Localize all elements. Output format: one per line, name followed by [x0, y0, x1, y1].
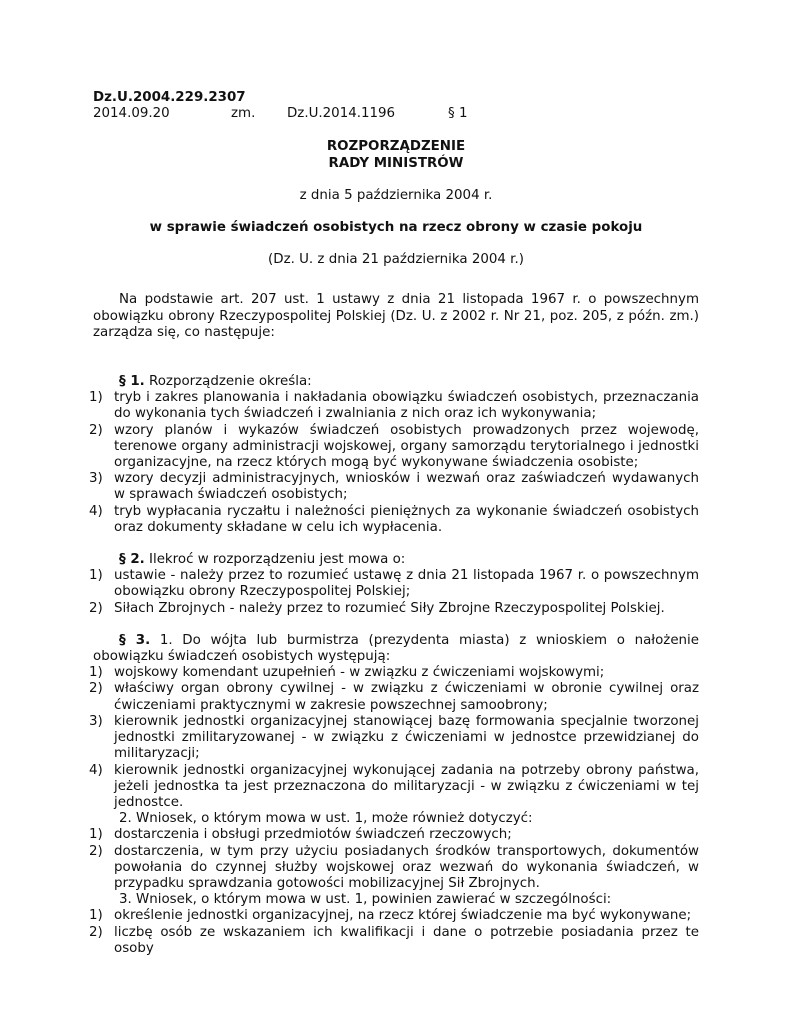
amendment-row [93, 106, 699, 122]
section-2-mark: § 2. [119, 552, 145, 568]
list-item-text: wzory decyzji administracyjnych, wniosków i wezwań oraz zaświadczeń wydawanych w sprawach świadczeń osobistych; [114, 471, 699, 503]
list-item: 2) liczbę osób ze wskazaniem ich kwalifikacji i dane o potrzebie posiadania przez te osoby [89, 924, 699, 956]
publication-note: (Dz. U. z dnia 21 października 2004 r.) [268, 252, 524, 268]
section-3-mark: § 3. [119, 632, 151, 648]
section-3-para-3: 3. Wniosek, o którym mowa w ust. 1, powinien zawierać w szczególności: [119, 892, 612, 908]
act-date: z dnia 5 października 2004 r. [299, 187, 493, 203]
list-item-text: tryb wypłacania ryczałtu i należności pieniężnych za wykonanie świadczeń osobistych oraz dokumenty składane w celu ich wypłacenia. [114, 503, 699, 535]
act-subject: w sprawie świadczeń osobistych na rzecz obrony w czasie pokoju [149, 220, 643, 236]
preamble: Na podstawie art. 207 ust. 1 ustawy z dnia 21 listopada 1967 r. o powszechnym obowiązku obrony Rzeczypospolitej Polskiej (Dz. U. z 2002 r. Nr 21, poz. 205, z późn. zm.) zarządza się, co następuje: [93, 292, 699, 340]
amendment-date: 2014.09.20 [93, 106, 170, 122]
title-line-1: ROZPORZĄDZENIE [326, 139, 466, 155]
list-item: 1) określenie jednostki organizacyjnej, na rzecz której świadczenie ma być wykonywane; [93, 908, 699, 924]
section-1-mark: § 1. [119, 374, 145, 390]
section-3-lead-text: 1. Do wójta lub burmistrza (prezydenta miasta) z wnioskiem o nałożenie obowiązku świadczeń osobistych występują: [93, 632, 700, 665]
list-item-text: określenie jednostki organizacyjnej, na rzecz której świadczenie ma być wykonywane; [114, 908, 692, 924]
section-1-list [89, 390, 699, 536]
list-item: 4) kierownik jednostki organizacyjnej wykonującej zadania na potrzeby obrony państwa, jeżeli jednostka ta jest przeznaczona do militaryzacji - w związku z ćwiczeniami w tej jednostce. [89, 762, 699, 810]
amendment-section: § 1 [448, 106, 468, 122]
list-item: 1) ustawie - należy przez to rozumieć ustawę z dnia 21 listopada 1967 r. o powszechnym obowiązku obrony Rzeczypospolitej Polskiej; [89, 568, 699, 600]
list-item: 2) wzory planów i wykazów świadczeń osobistych prowadzonych przez wojewodę, terenowe organy administracji wojskowej, organy samorządu terytorialnego i jednostki organizacyjne, na rzecz których mogą być wykonywane świadczenia osobiste; [89, 422, 699, 471]
section-1-lead [93, 374, 699, 390]
list-item-text: wojskowy komendant uzupełnień - w związku z ćwiczeniami wojskowymi; [114, 665, 605, 681]
section-1-lead-text: Rozporządzenie określa: [144, 374, 312, 390]
title-line-2: RADY MINISTRÓW [328, 155, 464, 171]
document-page [89, 90, 700, 957]
list-item: 3) wzory decyzji administracyjnych, wniosków i wezwań oraz zaświadczeń wydawanych w sprawach świadczeń osobistych; [89, 471, 699, 503]
list-item-text: Siłach Zbrojnych - należy przez to rozumieć Siły Zbrojne Rzeczypospolitej Polskiej. [114, 600, 665, 616]
list-item-text: dostarczenia i obsługi przedmiotów świadczeń rzeczowych; [114, 827, 512, 843]
section-3-para-2: 2. Wniosek, o którym mowa w ust. 1, może również dotyczyć: [119, 811, 533, 827]
document-id: Dz.U.2004.229.2307 [93, 90, 246, 105]
section-2-lead-text: Ilekroć w rozporządzeniu jest mowa o: [144, 552, 406, 568]
amendment-ref: Dz.U.2014.1196 [287, 106, 396, 122]
list-item: 2) właściwy organ obrony cywilnej - w związku z ćwiczeniami w obronie cywilnej oraz ćwiczeniami praktycznymi w zakresie powszechnej samoobrony; [89, 681, 699, 713]
amendment-zm: zm. [231, 106, 256, 122]
list-item-text: kierownik jednostki organizacyjnej stanowiącej bazę formowania specjalnie tworzonej jednostki zmilitaryzowanej - w związku z ćwiczeniami w jednostce przewidzianej do militaryzacji; [114, 713, 699, 762]
section-3-lead [93, 633, 699, 665]
list-item-text: liczbę osób ze wskazaniem ich kwalifikacji i dane o potrzebie posiadania przez te osoby [114, 924, 699, 956]
list-item-text: wzory planów i wykazów świadczeń osobistych prowadzonych przez wojewodę, terenowe organy administracji wojskowej, organy samorządu terytorialnego i jednostki organizacyjne, na rzecz których mogą być wykonywane świadczenia osobiste; [114, 422, 699, 471]
section-3-list-3 [89, 908, 699, 957]
list-item-text: ustawie - należy przez to rozumieć ustawę z dnia 21 listopada 1967 r. o powszechnym obowiązku obrony Rzeczypospolitej Polskiej; [114, 568, 699, 600]
list-item-text: dostarczenia, w tym przy użyciu posiadanych środków transportowych, dokumentów powołania do czynnej służby wojskowej oraz wezwań do wykonania świadczeń, w przypadku sprawdzania gotowości mobilizacyjnej Sił Zbrojnych. [114, 843, 699, 891]
list-item-text: tryb i zakres planowania i nakładania obowiązku świadczeń osobistych, przeznaczania do wykonania tych świadczeń i zwalniania z nich oraz ich wykonywania; [114, 390, 699, 422]
list-item: 3) kierownik jednostki organizacyjnej stanowiącej bazę formowania specjalnie tworzonej jednostki zmilitaryzowanej - w związku z ćwiczeniami w jednostce przewidzianej do militaryzacji; [89, 713, 699, 762]
list-item: 2) Siłach Zbrojnych - należy przez to rozumieć Siły Zbrojne Rzeczypospolitej Polskiej. [93, 601, 699, 617]
section-2-list [89, 568, 699, 617]
section-3-list-2 [89, 827, 699, 892]
list-item-text: kierownik jednostki organizacyjnej wykonującej zadania na potrzeby obrony państwa, jeżeli jednostka ta jest przeznaczona do militaryzacji - w związku z ćwiczeniami w tej jednostce. [114, 762, 699, 810]
list-item: 1) wojskowy komendant uzupełnień - w związku z ćwiczeniami wojskowymi; [93, 665, 699, 681]
list-item: 2) dostarczenia, w tym przy użyciu posiadanych środków transportowych, dokumentów powołania do czynnej służby wojskowej oraz wezwań do wykonania świadczeń, w przypadku sprawdzania gotowości mobilizacyjnej Sił Zbrojnych. [89, 843, 699, 891]
list-item: 1) dostarczenia i obsługi przedmiotów świadczeń rzeczowych; [93, 827, 699, 843]
section-3-list-1 [89, 665, 699, 811]
list-item-text: właściwy organ obrony cywilnej - w związku z ćwiczeniami w obronie cywilnej oraz ćwiczeniami praktycznymi w zakresie powszechnej samoobrony; [114, 681, 699, 713]
list-item: 4) tryb wypłacania ryczałtu i należności pieniężnych za wykonanie świadczeń osobistych oraz dokumenty składane w celu ich wypłacenia. [89, 503, 699, 535]
section-2-lead [93, 552, 699, 568]
list-item: 1) tryb i zakres planowania i nakładania obowiązku świadczeń osobistych, przeznaczania do wykonania tych świadczeń i zwalniania z nich oraz ich wykonywania; [89, 390, 699, 422]
